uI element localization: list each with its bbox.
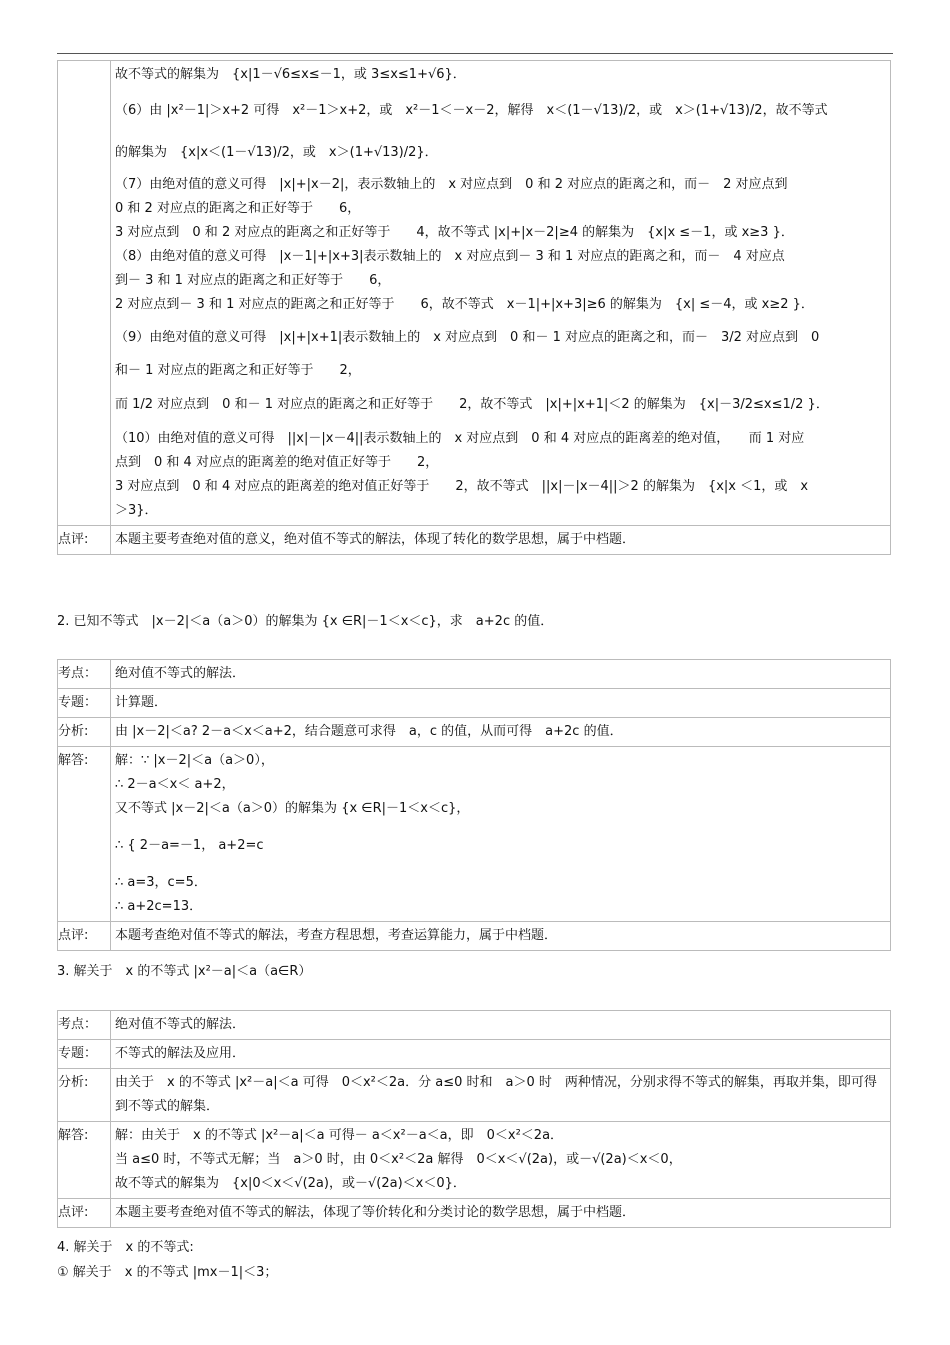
- solution-table-3: [57, 1010, 891, 1228]
- review-label: 点评:: [58, 526, 111, 555]
- answer-line: 故不等式的解集为 {x|1－√6≤x≤－1，或 3≤x≤1+√6}．: [115, 67, 466, 82]
- answer-line: 3 对应点到 0 和 4 对应点的距离差的绝对值正好等于 2，故不等式 ||x|－|x－4||＞2 的解集为 {x|x ＜1，或 x: [115, 479, 809, 494]
- answer-line: （6）由 |x²－1|＞x+2 可得 x²－1＞x+2，或 x²－1＜－x－2，解得 x＜(1－√13)/2，或 x＞(1+√13)/2，故不等式: [115, 103, 828, 118]
- kaodian-label: 考点：: [58, 660, 111, 689]
- answer-line: （10）由绝对值的意义可得 ||x|－|x－4||表示数轴上的 x 对应点到 0 和 4 对应点的距离差的绝对值， 而 1 对应: [115, 431, 805, 446]
- answer-line: 0 和 2 对应点的距离之和正好等于 6，: [115, 201, 361, 216]
- zhuanti-label: 专题：: [58, 689, 111, 718]
- jieda-line: ∴ 2－a＜x＜ a+2，: [115, 777, 235, 792]
- answer-line: 点到 0 和 4 对应点的距离差的绝对值正好等于 2，: [115, 455, 439, 470]
- answer-line: 的解集为 {x|x＜(1－√13)/2，或 x＞(1+√13)/2}．: [115, 145, 438, 160]
- fenxi-text: 由关于 x 的不等式 |x²－a|＜a 可得 0＜x²＜2a．分 a≤0 时和 a＞0 时 两种情况，分别求得不等式的解集，再取并集，即可得到不等式的解集．: [111, 1069, 891, 1122]
- answer-line: 3 对应点到 0 和 2 对应点的距离之和正好等于 4，故不等式 |x|+|x－2|≥4 的解集为 {x|x ≤－1，或 x≥3 }．: [115, 225, 794, 240]
- answer-line: （8）由绝对值的意义可得 |x－1|+|x+3|表示数轴上的 x 对应点到－ 3 和 1 对应点的距离之和，而－ 4 对应点: [115, 249, 785, 264]
- jieda-line: 解：∵ |x－2|＜a（a＞0），: [115, 753, 274, 768]
- answer-line: ＞3}．: [115, 503, 158, 518]
- answer-line: 到－ 3 和 1 对应点的距离之和正好等于 6，: [115, 273, 391, 288]
- review-label: 点评:: [58, 1199, 111, 1228]
- kaodian-text: 绝对值不等式的解法．: [111, 1011, 891, 1040]
- answer-line: 和－ 1 对应点的距离之和正好等于 2，: [115, 363, 361, 378]
- fenxi-text: 由 |x－2|＜a? 2－a＜x＜a+2，结合题意可求得 a，c 的值，从而可得 a+2c 的值．: [111, 718, 891, 747]
- zhuanti-text: 不等式的解法及应用．: [111, 1040, 891, 1069]
- kaodian-label: 考点：: [58, 1011, 111, 1040]
- question-3-title: 3. 解关于 x 的不等式 |x²－a|＜a（a∈R）: [57, 964, 312, 979]
- answer-line: 2 对应点到－ 3 和 1 对应点的距离之和正好等于 6，故不等式 x－1|+|x+3|≥6 的解集为 {x| ≤－4，或 x≥2 }．: [115, 297, 814, 312]
- solution-table-2: [57, 659, 891, 951]
- answer-label-cell: [58, 61, 111, 526]
- answer-content-cell: [111, 61, 891, 526]
- jieda-line: 当 a≤0 时，不等式无解；当 a＞0 时，由 0＜x²＜2a 解得 0＜x＜√(2a)，或－√(2a)＜x＜0，: [115, 1152, 682, 1167]
- jieda-line: 解：由关于 x 的不等式 |x²－a|＜a 可得－ a＜x²－a＜a，即 0＜x²＜2a．: [115, 1128, 564, 1143]
- review-text: 本题主要考查绝对值不等式的解法，体现了等价转化和分类讨论的数学思想，属于中档题．: [111, 1199, 891, 1228]
- answer-line: 而 1/2 对应点到 0 和－ 1 对应点的距离之和正好等于 2，故不等式 |x|+|x+1|＜2 的解集为 {x|－3/2≤x≤1/2 }．: [115, 397, 829, 412]
- zhuanti-text: 计算题．: [111, 689, 891, 718]
- jieda-line: 故不等式的解集为 {x|0＜x＜√(2a)，或－√(2a)＜x＜0}．: [115, 1176, 466, 1191]
- solution-table-1: [57, 60, 891, 555]
- jieda-content: [111, 747, 891, 922]
- question-4-sub1: ① 解关于 x 的不等式 |mx－1|＜3；: [57, 1265, 278, 1280]
- kaodian-text: 绝对值不等式的解法．: [111, 660, 891, 689]
- answer-line: （7）由绝对值的意义可得 |x|+|x－2|，表示数轴上的 x 对应点到 0 和 2 对应点的距离之和，而－ 2 对应点到: [115, 177, 788, 192]
- review-label: 点评:: [58, 922, 111, 951]
- question-2-title: 2. 已知不等式 |x－2|＜a（a＞0）的解集为 {x ∈R|－1＜x＜c}，求 a+2c 的值．: [57, 614, 554, 629]
- jieda-line: ∴ a=3，c=5．: [115, 875, 207, 890]
- jieda-content: [111, 1122, 891, 1199]
- jieda-label: 解答:: [58, 747, 111, 922]
- review-text: 本题主要考查绝对值的意义，绝对值不等式的解法，体现了转化的数学思想，属于中档题．: [111, 526, 891, 555]
- jieda-line: 又不等式 |x－2|＜a（a＞0）的解集为 {x ∈R|－1＜x＜c}，: [115, 801, 470, 816]
- jieda-line: ∴ a+2c=13．: [115, 899, 203, 914]
- question-4-title: 4. 解关于 x 的不等式:: [57, 1240, 194, 1255]
- fenxi-label: 分析:: [58, 1069, 111, 1122]
- review-text: 本题考查绝对值不等式的解法，考查方程思想，考查运算能力，属于中档题．: [111, 922, 891, 951]
- zhuanti-label: 专题：: [58, 1040, 111, 1069]
- top-rule: [57, 53, 893, 54]
- jieda-line: ∴ { 2－a=－1， a+2=c: [115, 838, 264, 853]
- answer-line: （9）由绝对值的意义可得 |x|+|x+1|表示数轴上的 x 对应点到 0 和－ 1 对应点的距离之和，而－ 3/2 对应点到 0: [115, 330, 820, 345]
- fenxi-label: 分析:: [58, 718, 111, 747]
- jieda-label: 解答:: [58, 1122, 111, 1199]
